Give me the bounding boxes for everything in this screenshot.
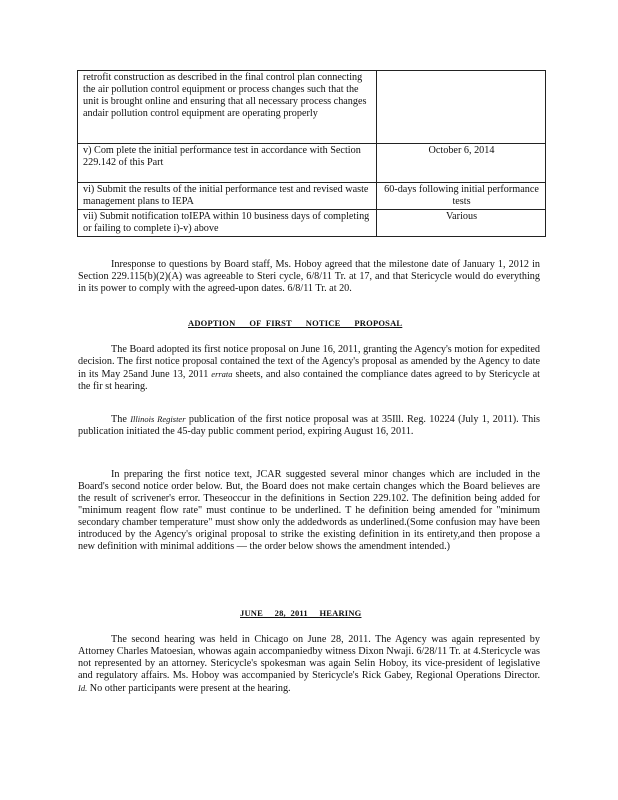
- deadline-cell: [377, 71, 546, 144]
- paragraph-text: No other participants were present at the hearing.: [89, 683, 291, 694]
- paragraph-text: Inresponse to questions by Board staff, Ms. Hoboy agreed that the milestone date of January 1, 2012 in Section 229.115(b)(2)(A) was agreeable to Steri cycle, 6/8/11 Tr. at 17, and that Stericycle would do everything in its power to comply with the agreed-upon dates. 6/8/11 Tr. at 20.: [78, 259, 540, 294]
- table-row: [78, 183, 546, 210]
- paragraph-register: [78, 413, 540, 438]
- schedule-table: [77, 70, 546, 237]
- paragraph-jcar: [78, 469, 540, 553]
- paragraph-response: [78, 259, 540, 295]
- paragraph-text: The Board adopted its first notice proposal on June 16, 2011, granting the Agency's motion for expedited decision. The first notice proposal contained the text of the Agency's proposal as amended by the Agency to date in its May 25and June 13, 2011: [78, 344, 540, 380]
- table-row: [78, 210, 546, 237]
- register-title: Illinois Register: [130, 414, 186, 424]
- paragraph-text: sheets, and also contained the compliance dates agreed to by Stericycle at the fir st hearing.: [78, 369, 540, 392]
- paragraph-text: publication of the first notice proposal was at 35Ill. Reg. 10224 (July 1, 2011). This publication initiated the 45-day public comment period, expiring August 16, 2011.: [78, 414, 540, 437]
- section-heading-adoption: ADOPTION OF FIRST NOTICE PROPOSAL: [188, 318, 403, 328]
- id-citation: Id.: [78, 683, 88, 693]
- deadline-cell: October 6, 2014: [377, 144, 546, 183]
- paragraph-text: In preparing the first notice text, JCAR suggested several minor changes which are included in the Board's second notice order below. But, the Board does not make certain changes which the Board believes are the result of scrivener's error. Theseoccur in the definitions in Section 229.102. The definition being added for "minimum reagent flow rate" must continue to be underlined. T he definition being amended for "minimum secondary chamber temperature" must show only the addedwords as underlined.(Some confusion may have been introduced by the Agency's original proposal to strike the existing definition in its entirety,and then propose a new definition with minimal additions — the order below shows the amendment intended.): [78, 469, 540, 552]
- task-cell: retrofit construction as described in the final control plan connecting the air pollution control equipment or process changes such that the unit is brought online and ensuring that all necessary process changes andair pollution control equipment are operating properly: [78, 71, 377, 144]
- task-cell: vi) Submit the results of the initial performance test and revised waste management plans to IEPA: [78, 183, 377, 210]
- task-cell: v) Com plete the initial performance test in accordance with Section 229.142 of this Part: [78, 144, 377, 183]
- deadline-cell: Various: [377, 210, 546, 237]
- table-row: [78, 71, 546, 144]
- section-heading-hearing: JUNE 28, 2011 HEARING: [240, 608, 362, 618]
- task-cell: vii) Submit notification toIEPA within 10 business days of completing or failing to complete i)-v) above: [78, 210, 377, 237]
- paragraph-adoption: [78, 344, 540, 393]
- paragraph-hearing: [78, 634, 540, 695]
- errata-text: errata: [211, 369, 233, 379]
- paragraph-text: The second hearing was held in Chicago on June 28, 2011. The Agency was again represented by Attorney Charles Matoesian, whowas again accompaniedby witness Dixon Nwaji. 6/28/11 Tr. at 4.Stericycle was not represented by an attorney. Stericycle's spokesman was again Selin Hoboy, its vice-president of legislative and regulatory affairs. Ms. Hoboy was accompanied by Stericycle's Rick Gabey, Regional Operations Director.: [78, 634, 540, 681]
- paragraph-text: The: [111, 414, 127, 425]
- deadline-cell: 60-days following initial performance tests: [377, 183, 546, 210]
- table-row: [78, 144, 546, 183]
